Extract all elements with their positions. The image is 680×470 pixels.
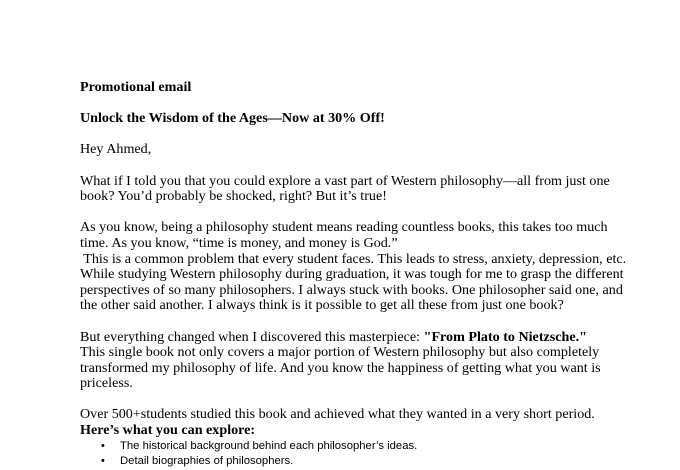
- paragraph-4: Over 500+students studied this book and achieved what they wanted in a very short period.: [80, 406, 595, 423]
- paragraph-3-first-line: [80, 330, 660, 346]
- paragraph-2-line: time. As you know, “time is money, and money is God.”: [80, 234, 398, 251]
- spacer: [80, 205, 660, 221]
- spacer: [80, 392, 660, 408]
- paragraph-3-line: transformed my philosophy of life. And you know the happiness of getting what you want is: [80, 359, 601, 376]
- list-item-text: The historical background behind each philosopher’s ideas.: [120, 439, 418, 452]
- spacer: [80, 96, 660, 112]
- paragraph-2-line: This is a common problem that every student faces. This leads to stress, anxiety, depression, etc.: [80, 250, 627, 267]
- explore-list: [80, 439, 660, 470]
- book-title: "From Plato to Nietzsche.": [423, 328, 587, 345]
- spacer: [80, 314, 660, 330]
- spacer: [80, 127, 660, 143]
- list-item: [80, 439, 660, 455]
- greeting: Hey Ahmed,: [80, 141, 152, 158]
- email-headline: Unlock the Wisdom of the Ages—Now at 30% Off!: [80, 110, 385, 127]
- paragraph-2-line: As you know, being a philosophy student means reading countless books, this takes too much: [80, 219, 608, 236]
- list-item-text: Detail biographies of philosophers.: [120, 455, 294, 468]
- paragraph-2-line: the other said another. I always think is it possible to get all these from just one book?: [80, 297, 564, 314]
- paragraph-2-line: perspectives of so many philosophers. I always stuck with books. One philosopher said one, and: [80, 281, 623, 298]
- spacer: [80, 158, 660, 174]
- bullet-icon: •: [101, 455, 105, 468]
- bullet-icon: •: [101, 439, 105, 452]
- list-item: [80, 454, 660, 470]
- paragraph-1-line: What if I told you that you could explore a vast part of Western philosophy—all from just one: [80, 172, 610, 189]
- email-document: [80, 80, 660, 470]
- document-title: Promotional email: [80, 79, 192, 95]
- explore-heading: Here’s what you can explore:: [80, 422, 256, 439]
- paragraph-3-line: This single book not only covers a major portion of Western philosophy but also completely: [80, 344, 600, 361]
- paragraph-3-line: priceless.: [80, 375, 133, 392]
- paragraph-1-line: book? You’d probably be shocked, right? But it’s true!: [80, 188, 387, 205]
- paragraph-2-line: While studying Western philosophy during graduation, it was tough for me to grasp the different: [80, 266, 624, 283]
- paragraph-3-lead: But everything changed when I discovered this masterpiece:: [80, 328, 424, 345]
